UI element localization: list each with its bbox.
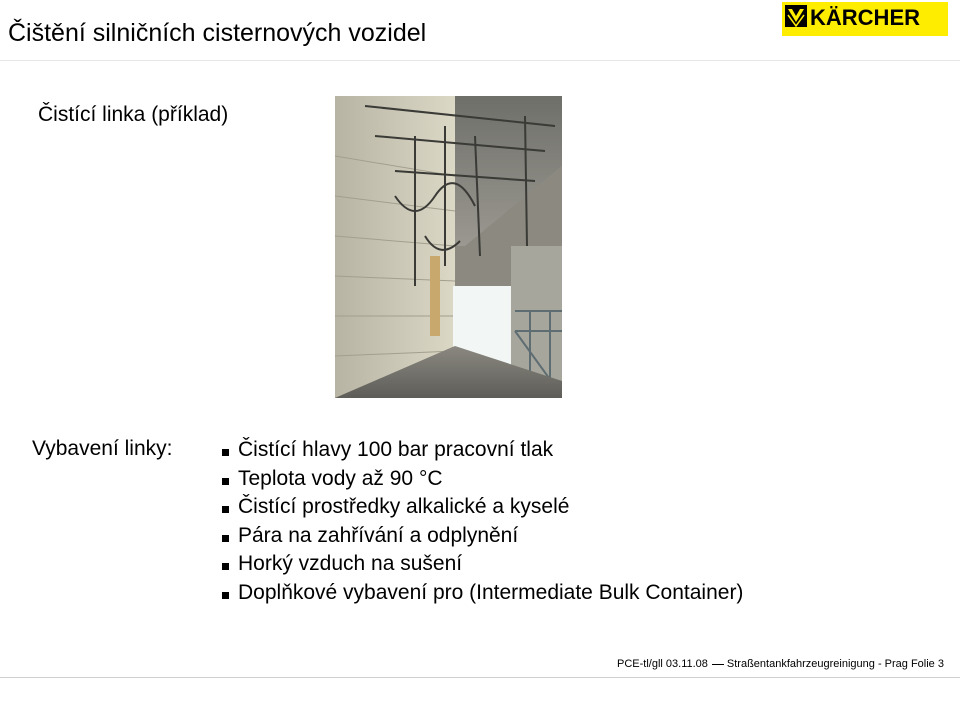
equipment-list xyxy=(222,436,743,608)
list-item: Čistící hlavy 100 bar pracovní tlak xyxy=(222,436,743,465)
list-item: Čistící prostředky alkalické a kyselé xyxy=(222,493,743,522)
brand-text: KÄRCHER xyxy=(810,5,920,30)
slide-subtitle: Čistící linka (příklad) xyxy=(38,103,229,126)
footer-text: Straßentankfahrzeugreinigung - Prag Folie 3 xyxy=(726,658,944,670)
footer-dash xyxy=(712,664,724,665)
equipment-label: Vybavení linky: xyxy=(32,437,173,460)
slide-footer xyxy=(617,657,944,671)
slide-title: Čištění silničních cisternových vozidel xyxy=(8,19,427,47)
list-item: Pára na zahřívání a odplynění xyxy=(222,522,743,551)
bullet-square-icon xyxy=(222,563,229,570)
bullet-square-icon xyxy=(222,449,229,456)
bullet-square-icon xyxy=(222,535,229,542)
list-item: Horký vzduch na sušení xyxy=(222,550,743,579)
footer-code: PCE-tl/gll 03.11.08 xyxy=(617,658,708,670)
footer-divider xyxy=(0,677,960,678)
bullet-square-icon xyxy=(222,506,229,513)
karcher-logo xyxy=(782,2,948,36)
cleaning-hall-photo xyxy=(335,96,562,398)
list-item: Doplňkové vybavení pro (Intermediate Bulk Container) xyxy=(222,579,743,608)
bullet-square-icon xyxy=(222,592,229,599)
list-item: Teplota vody až 90 °C xyxy=(222,465,743,494)
bullet-square-icon xyxy=(222,478,229,485)
header-divider xyxy=(0,60,960,61)
